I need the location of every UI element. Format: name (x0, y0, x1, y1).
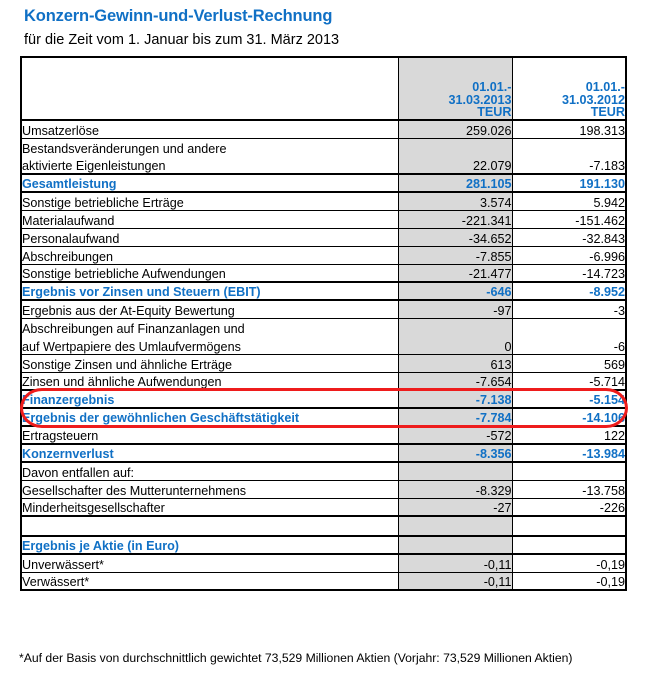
table-row-subtotal (21, 282, 626, 300)
table-row (21, 572, 626, 590)
row-label: Umsatzerlöse (21, 120, 398, 138)
table-row (21, 120, 626, 138)
row-value-2013: 613 (398, 354, 512, 372)
row-value-2012: -5.154 (512, 390, 626, 408)
row-value-2013: -0,11 (398, 572, 512, 590)
table-row (21, 192, 626, 210)
row-label: Bestandsveränderungen und andere (21, 138, 398, 156)
table-row (21, 354, 626, 372)
row-label: Materialaufwand (21, 210, 398, 228)
row-value-2013: 259.026 (398, 120, 512, 138)
row-label: Finanzergebnis (21, 390, 398, 408)
row-value-2013: -0,11 (398, 554, 512, 572)
table-row (21, 462, 626, 480)
income-statement-table (20, 56, 627, 591)
row-label: Abschreibungen (21, 246, 398, 264)
row-label (21, 516, 398, 536)
row-value-2012: -151.462 (512, 210, 626, 228)
row-value-2013: -8.356 (398, 444, 512, 462)
row-label: Abschreibungen auf Finanzanlagen und (21, 318, 398, 336)
header-col2-line1: 01.01.- (585, 80, 625, 95)
table-row (21, 300, 626, 318)
row-label: Ertragsteuern (21, 426, 398, 444)
row-label: Ergebnis aus der At-Equity Bewertung (21, 300, 398, 318)
row-value-2012 (512, 318, 626, 336)
row-value-2013: -7.855 (398, 246, 512, 264)
row-value-2013: -34.652 (398, 228, 512, 246)
row-label: Sonstige betriebliche Erträge (21, 192, 398, 210)
table-row (21, 246, 626, 264)
header-label-cell (21, 57, 398, 120)
header-col2-line3: TEUR (590, 105, 625, 120)
row-label: Konzernverlust (21, 444, 398, 462)
row-value-2012: -13.758 (512, 480, 626, 498)
row-value-2013: 3.574 (398, 192, 512, 210)
header-col1-line1: 01.01.- (472, 80, 512, 95)
row-value-2013: 0 (398, 336, 512, 354)
row-label: Gesamtleistung (21, 174, 398, 192)
table-header-row (21, 57, 626, 120)
row-value-2013: 22.079 (398, 156, 512, 174)
row-value-2013: -646 (398, 282, 512, 300)
table-row (21, 228, 626, 246)
row-label: aktivierte Eigenleistungen (21, 156, 398, 174)
row-value-2012: 122 (512, 426, 626, 444)
row-label: Verwässert* (21, 572, 398, 590)
table-row (21, 264, 626, 282)
row-label: auf Wertpapiere des Umlaufvermögens (21, 336, 398, 354)
row-value-2012: -226 (512, 498, 626, 516)
row-value-2012: -13.984 (512, 444, 626, 462)
table-row-subtotal (21, 390, 626, 408)
table-row-spacer (21, 516, 626, 536)
row-label: Sonstige betriebliche Aufwendungen (21, 264, 398, 282)
row-label: Minderheitsgesellschafter (21, 498, 398, 516)
row-value-2013: -8.329 (398, 480, 512, 498)
table-row (21, 318, 626, 336)
table-row (21, 554, 626, 572)
row-value-2013: -221.341 (398, 210, 512, 228)
row-label: Zinsen und ähnliche Aufwendungen (21, 372, 398, 390)
table-row-subtotal (21, 408, 626, 426)
row-value-2012 (512, 138, 626, 156)
table-row-highlighted (21, 372, 626, 390)
table-row-subtotal (21, 174, 626, 192)
page-subtitle: für die Zeit vom 1. Januar bis zum 31. März 2013 (24, 32, 340, 48)
header-col1 (398, 57, 512, 120)
row-value-2012: 5.942 (512, 192, 626, 210)
table-row (21, 210, 626, 228)
row-value-2013 (398, 318, 512, 336)
row-value-2013 (398, 462, 512, 480)
table-row-total (21, 444, 626, 462)
page-title: Konzern-Gewinn-und-Verlust-Rechnung (24, 7, 333, 25)
header-col2-line2: 31.03.2012 (561, 92, 625, 107)
row-value-2012: -7.183 (512, 156, 626, 174)
row-label: Personalaufwand (21, 228, 398, 246)
row-label: Ergebnis vor Zinsen und Steuern (EBIT) (21, 282, 398, 300)
row-label: Ergebnis der gewöhnlichen Geschäftstätigkeit (21, 408, 398, 426)
row-value-2012: 569 (512, 354, 626, 372)
table-row (21, 156, 626, 174)
row-value-2012: -8.952 (512, 282, 626, 300)
row-value-2013: -97 (398, 300, 512, 318)
footnote: *Auf der Basis von durchschnittlich gewichtet 73,529 Millionen Aktien (Vorjahr: 73,529 Millionen Aktien) (19, 651, 573, 665)
table-row (21, 426, 626, 444)
row-value-2013: -21.477 (398, 264, 512, 282)
header-col2 (512, 57, 626, 120)
table-row-section-header (21, 536, 626, 554)
row-value-2012 (512, 536, 626, 554)
row-value-2013 (398, 516, 512, 536)
row-value-2012: -32.843 (512, 228, 626, 246)
table-row (21, 138, 626, 156)
row-label: Ergebnis je Aktie (in Euro) (21, 536, 398, 554)
row-label: Davon entfallen auf: (21, 462, 398, 480)
row-value-2013: -7.138 (398, 390, 512, 408)
row-value-2013: 281.105 (398, 174, 512, 192)
header-col1-line3: TEUR (477, 105, 512, 120)
row-value-2013 (398, 536, 512, 554)
table-row (21, 336, 626, 354)
header-col1-line2: 31.03.2013 (448, 92, 512, 107)
row-value-2013: -27 (398, 498, 512, 516)
row-value-2012: 198.313 (512, 120, 626, 138)
income-statement-table-wrap (20, 56, 625, 591)
row-value-2012: -14.106 (512, 408, 626, 426)
row-value-2012 (512, 462, 626, 480)
row-value-2012: 191.130 (512, 174, 626, 192)
row-value-2012: -5.714 (512, 372, 626, 390)
row-value-2013: -572 (398, 426, 512, 444)
row-value-2012 (512, 516, 626, 536)
row-value-2013 (398, 138, 512, 156)
row-label: Sonstige Zinsen und ähnliche Erträge (21, 354, 398, 372)
row-label: Unverwässert* (21, 554, 398, 572)
row-value-2012: -6.996 (512, 246, 626, 264)
row-value-2012: -0,19 (512, 554, 626, 572)
row-label: Gesellschafter des Mutterunternehmens (21, 480, 398, 498)
table-row (21, 480, 626, 498)
row-value-2012: -6 (512, 336, 626, 354)
table-row (21, 498, 626, 516)
row-value-2013: -7.654 (398, 372, 512, 390)
row-value-2012: -3 (512, 300, 626, 318)
row-value-2012: -0,19 (512, 572, 626, 590)
row-value-2013: -7.784 (398, 408, 512, 426)
row-value-2012: -14.723 (512, 264, 626, 282)
